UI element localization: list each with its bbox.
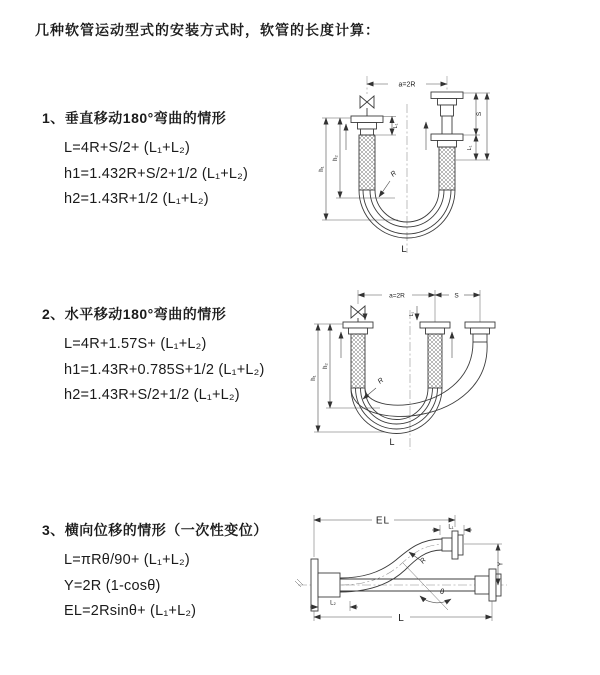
section-2-formula-L: L=4R+1.57S+ (L₁+L₂) — [64, 336, 207, 352]
section-3-formula-L: L=πRθ/90+ (L₁+L₂) — [64, 552, 190, 568]
section-3 — [42, 520, 322, 625]
dim-label-a2r: a=2R — [398, 81, 416, 89]
dim-label-h2: h₂ — [333, 155, 339, 161]
section-1-formula-h2: h2=1.43R+1/2 (L₁+L₂) — [64, 191, 209, 207]
braided-hose-section — [428, 334, 442, 388]
hose-u-bend-moved — [351, 342, 487, 416]
radius-label: R — [376, 376, 386, 386]
middle-flange-fitting — [420, 322, 450, 388]
dim-label-l2: L₂ — [330, 600, 336, 607]
lower-right-flange — [475, 569, 501, 601]
hose-u-bend-current — [351, 388, 442, 434]
dim-label-h1: h₁ — [311, 375, 317, 381]
valve-icon — [351, 306, 365, 318]
radius-label: R — [419, 556, 428, 566]
section-3-formula-EL: EL=2Rsinθ+ (L₁+L₂) — [64, 603, 197, 619]
right-flange-fitting — [431, 92, 463, 190]
length-label: L — [389, 437, 395, 447]
section-2-formula-h2: h2=1.43R+S/2+1/2 (L₁+L₂) — [64, 387, 240, 403]
dim-label-h2: h₂ — [323, 363, 329, 369]
break-mark — [295, 579, 303, 587]
radius-label: R — [389, 169, 399, 179]
length-label: L — [398, 613, 404, 624]
section-3-heading: 3、横向位移的情形（一次性变位） — [42, 522, 268, 538]
dim-label-s: S — [476, 111, 483, 117]
braided-hose-section — [359, 135, 375, 190]
section-1-formula-h1: h1=1.432R+S/2+1/2 (L₁+L₂) — [64, 165, 249, 182]
section-1 — [42, 108, 322, 213]
left-flange-fitting — [343, 322, 373, 388]
dim-label-y: Y — [497, 561, 505, 567]
section-2-heading: 2、水平移动180°弯曲的情形 — [42, 306, 227, 322]
diagram-horizontal-180-bend — [300, 282, 535, 457]
length-label: L — [401, 244, 407, 255]
diagram-vertical-180-bend — [300, 70, 535, 260]
dim-label-a2r: a=2R — [389, 292, 405, 300]
section-3-formula-Y: Y=2R (1-cosθ) — [64, 577, 161, 594]
upper-right-flange — [442, 531, 463, 559]
hose-s-curve — [340, 539, 442, 592]
braided-hose-section — [439, 147, 455, 190]
angle-label: θ — [439, 587, 445, 596]
dim-label-el: EL — [375, 515, 391, 527]
section-1-formula-L: L=4R+S/2+ (L₁+L₂) — [64, 140, 190, 156]
section-2 — [42, 304, 322, 409]
page-title: 几种软管运动型式的安装方式时，软管的长度计算： — [35, 22, 380, 38]
right-flange-fitting — [465, 322, 495, 342]
braided-hose-section — [351, 334, 365, 388]
dim-label-l1: L₁ — [448, 524, 454, 531]
left-flange-fitting — [351, 116, 383, 190]
dim-label-l1: L₁ — [409, 311, 415, 317]
diagram-lateral-displacement — [292, 502, 574, 634]
dim-label-l1-right: L₁ — [467, 145, 473, 151]
dim-label-s: S — [454, 292, 459, 300]
section-2-formula-h1: h1=1.43R+0.785S+1/2 (L₁+L₂) — [64, 361, 265, 378]
valve-icon — [360, 96, 374, 108]
dim-label-l1-left: L₁ — [393, 123, 399, 129]
dim-label-h1: h₁ — [319, 166, 325, 172]
section-1-heading: 1、垂直移动180°弯曲的情形 — [42, 110, 227, 126]
